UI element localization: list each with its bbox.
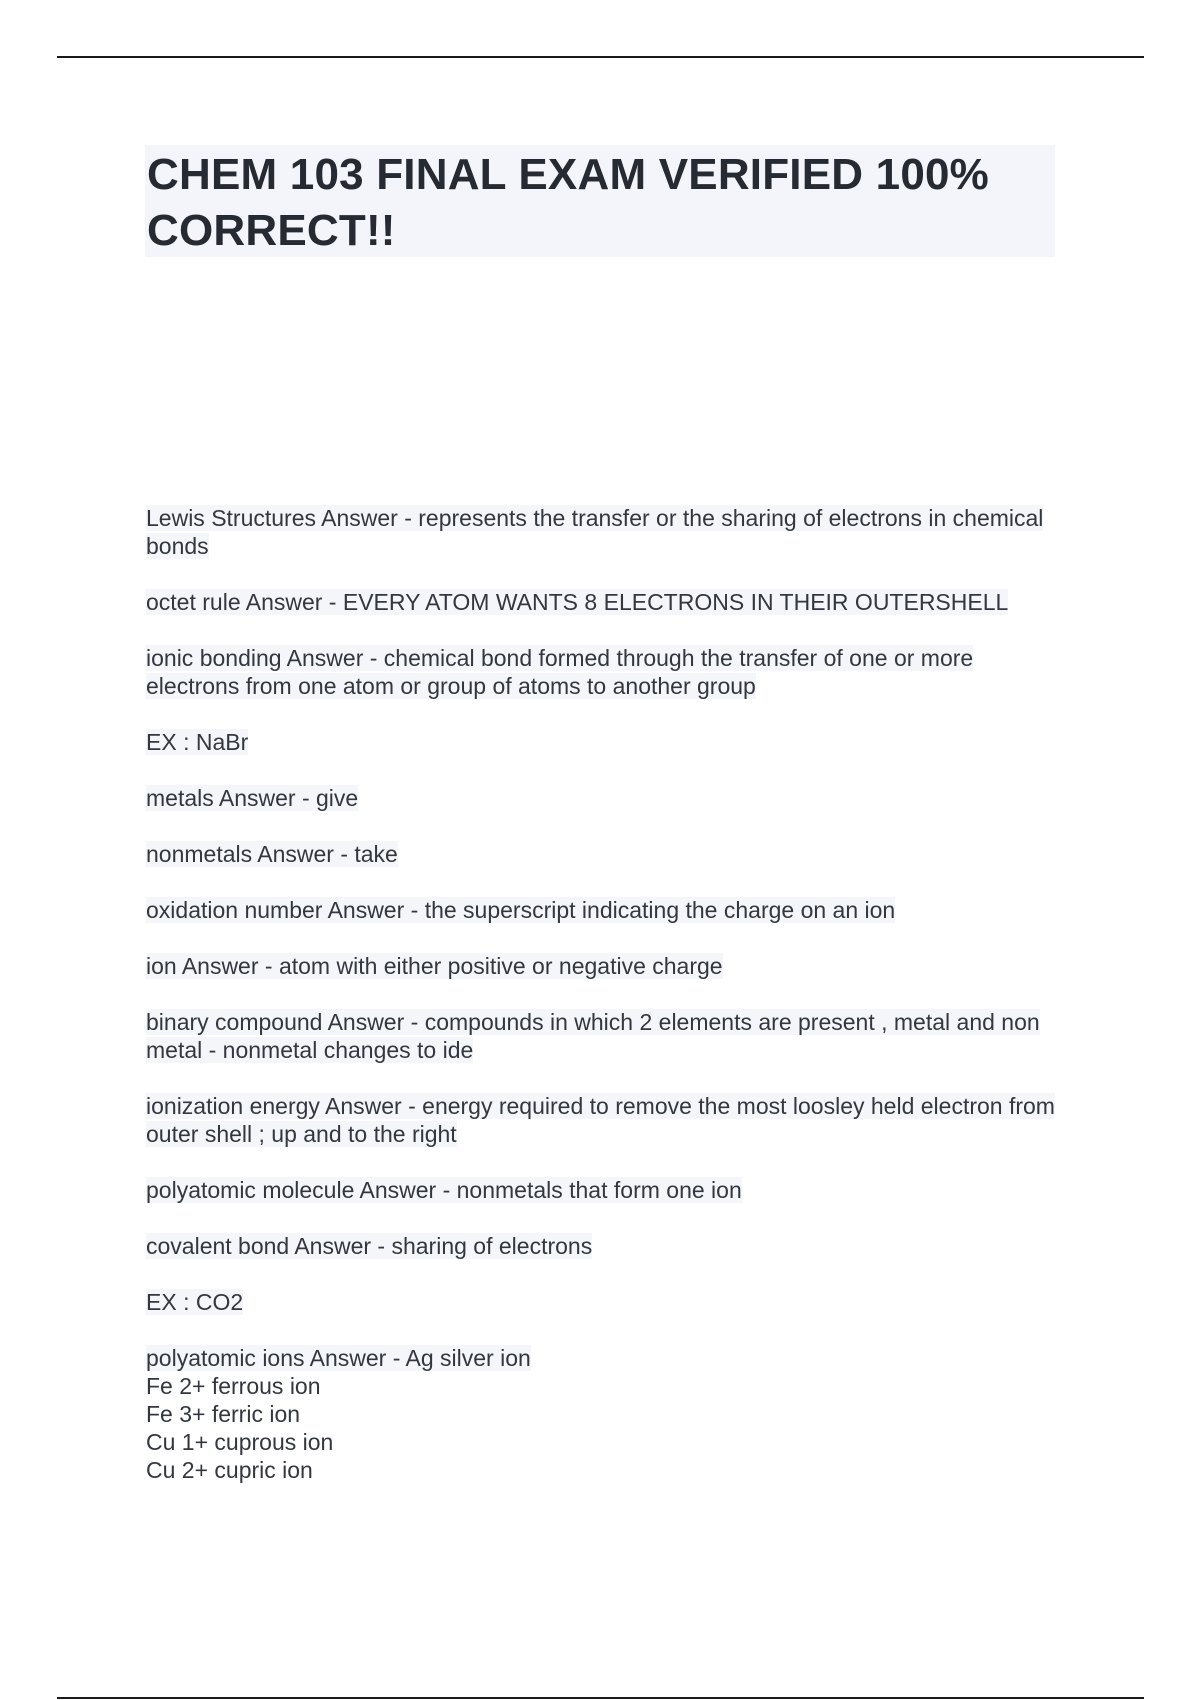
qa-entry-ionization-energy: ionization energy Answer - energy required to remove the most loosley held electron from outer shell ; up and to the right <box>146 1093 1055 1147</box>
polyatomic-ions-line: Cu 1+ cuprous ion <box>146 1429 334 1455</box>
qa-entry-example-co2: EX : CO2 <box>146 1289 244 1315</box>
qa-entry-nonmetals: nonmetals Answer - take <box>146 841 398 867</box>
qa-entry-oxidation-number: oxidation number Answer - the superscript indicating the charge on an ion <box>146 897 896 923</box>
page-title: CHEM 103 FINAL EXAM VERIFIED 100% CORRECT!! <box>147 150 989 255</box>
qa-entry-octet-rule: octet rule Answer - EVERY ATOM WANTS 8 ELECTRONS IN THEIR OUTERSHELL <box>146 589 1009 615</box>
polyatomic-ions-line: polyatomic ions Answer - Ag silver ion <box>146 1345 531 1371</box>
qa-entry-lewis-structures: Lewis Structures Answer - represents the transfer or the sharing of electrons in chemical bonds <box>146 505 1044 559</box>
polyatomic-ions-line: Fe 3+ ferric ion <box>146 1401 301 1427</box>
polyatomic-ions-line: Cu 2+ cupric ion <box>146 1457 313 1483</box>
qa-entry-ion: ion Answer - atom with either positive or negative charge <box>146 953 723 979</box>
qa-list <box>146 504 1066 1512</box>
qa-entry-metals: metals Answer - give <box>146 785 359 811</box>
qa-entry-binary-compound: binary compound Answer - compounds in which 2 elements are present , metal and non metal - nonmetal changes to ide <box>146 1009 1040 1063</box>
qa-entry-example-nabr: EX : NaBr <box>146 729 249 755</box>
qa-entry-covalent-bond: covalent bond Answer - sharing of electrons <box>146 1233 593 1259</box>
qa-entry-ionic-bonding: ionic bonding Answer - chemical bond formed through the transfer of one or more electrons from one atom or group of atoms to another group <box>146 645 974 699</box>
qa-entry-polyatomic-ions <box>146 1344 1066 1484</box>
footer-rule <box>57 1697 1144 1699</box>
header-rule <box>57 56 1144 58</box>
qa-entry-polyatomic-molecule: polyatomic molecule Answer - nonmetals that form one ion <box>146 1177 742 1203</box>
polyatomic-ions-line: Fe 2+ ferrous ion <box>146 1373 321 1399</box>
